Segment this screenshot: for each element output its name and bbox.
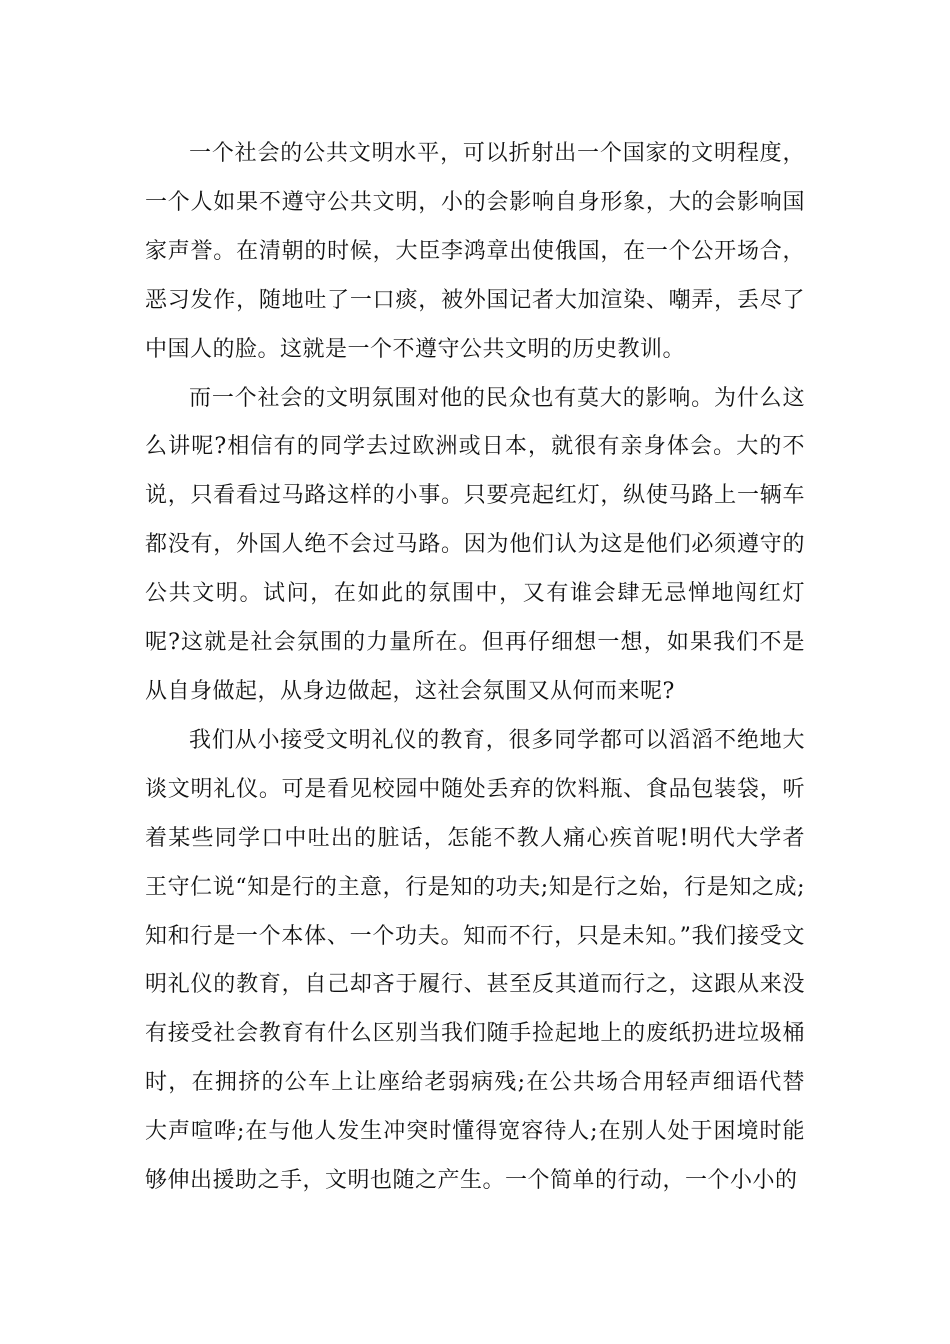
paragraph-1: 一个社会的公共文明水平，可以折射出一个国家的文明程度，一个人如果不遵守公共文明，小的会影响自身形象，大的会影响国家声誉。在清朝的时候，大臣李鸿章出使俄国，在一个公开场合，恶习发作，随地吐了一口痰，被外国记者大加渲染、嘲弄，丢尽了中国人的脸。这就是一个不遵守公共文明的历史教训。 xyxy=(145,141,805,362)
document-body xyxy=(145,130,805,1206)
paragraph-3: 我们从小接受文明礼仪的教育，很多同学都可以滔滔不绝地大谈文明礼仪。可是看见校园中随处丢弃的饮料瓶、食品包装袋，听着某些同学口中吐出的脏话，怎能不教人痛心疾首呢!明代大学者王守仁说“知是行的主意，行是知的功夫;知是行之始，行是知之成;知和行是一个本体、一个功夫。知而不行，只是未知。”我们接受文明礼仪的教育，自己却吝于履行、甚至反其道而行之，这跟从来没有接受社会教育有什么区别当我们随手捡起地上的废纸扔进垃圾桶时，在拥挤的公车上让座给老弱病残;在公共场合用轻声细语代替大声喧哗;在与他人发生冲突时懂得宽容待人;在别人处于困境时能够伸出援助之手，文明也随之产生。一个简单的行动，一个小小的 xyxy=(145,727,805,1194)
paragraph-2: 而一个社会的文明氛围对他的民众也有莫大的影响。为什么这么讲呢?相信有的同学去过欧洲或日本，就很有亲身体会。大的不说，只看看过马路这样的小事。只要亮起红灯，纵使马路上一辆车都没有，外国人绝不会过马路。因为他们认为这是他们必须遵守的公共文明。试问，在如此的氛围中，又有谁会肆无忌惮地闯红灯呢?这就是社会氛围的力量所在。但再仔细想一想，如果我们不是从自身做起，从身边做起，这社会氛围又从何而来呢? xyxy=(145,385,805,704)
